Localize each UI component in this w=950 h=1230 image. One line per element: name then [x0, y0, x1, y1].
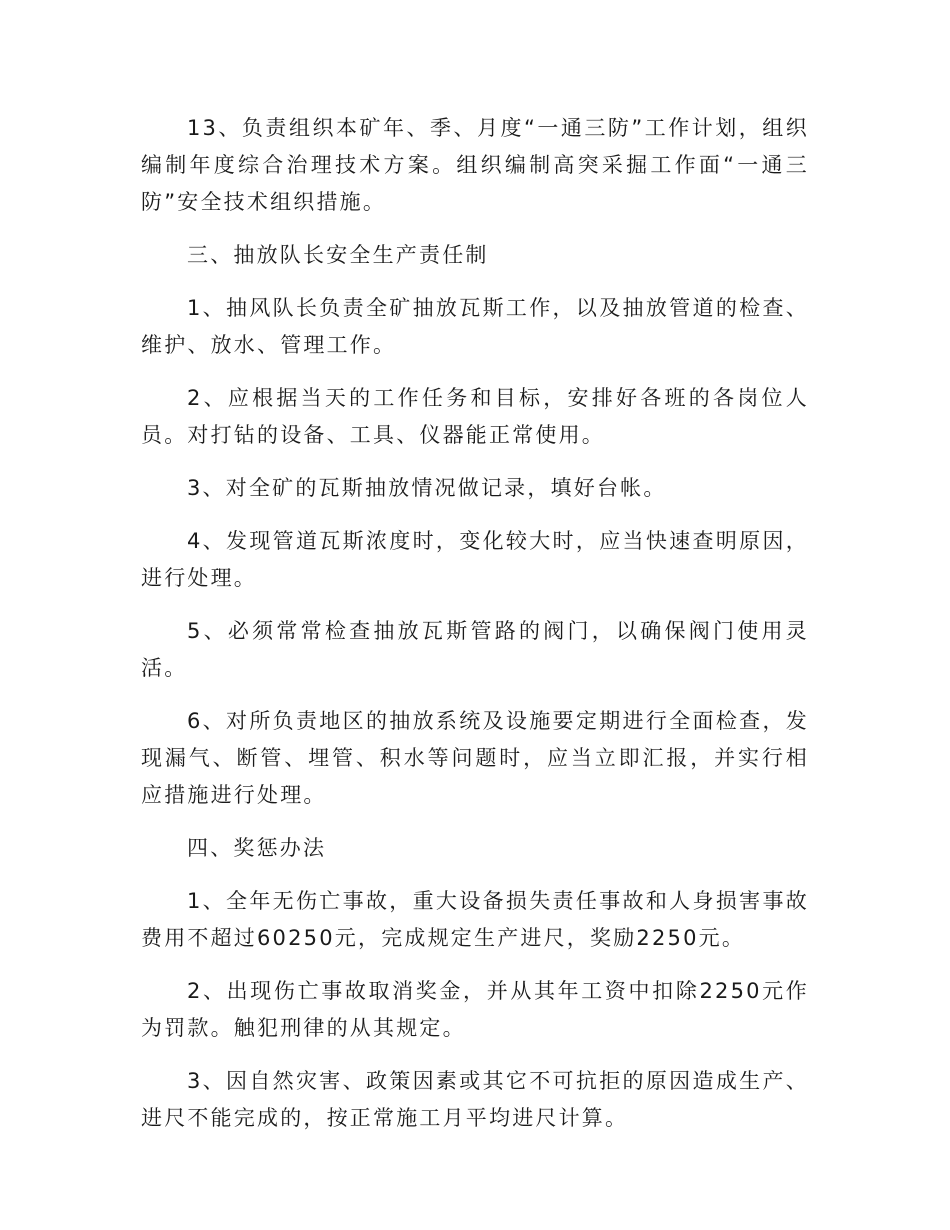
paragraph-duty-1: 1、抽风队长负责全矿抽放瓦斯工作，以及抽放管道的检查、维护、放水、管理工作。: [141, 296, 809, 357]
paragraph-reward-1: 1、全年无伤亡事故，重大设备损失责任事故和人身损害事故费用不超过60250元，完成规定生产进尺，奖励2250元。: [141, 889, 809, 950]
section-heading-4: 四、奖惩办法: [187, 836, 327, 860]
paragraph-duty-3: 3、对全矿的瓦斯抽放情况做记录，填好台帐。: [187, 476, 667, 500]
paragraph-duty-5: 5、必须常常检查抽放瓦斯管路的阀门，以确保阀门使用灵活。: [141, 619, 809, 680]
paragraph-duty-2: 2、应根据当天的工作任务和目标，安排好各班的各岗位人员。对打钻的设备、工具、仪器能正常使用。: [141, 386, 809, 447]
paragraph-duty-6: 6、对所负责地区的抽放系统及设施要定期进行全面检查，发现漏气、断管、埋管、积水等问题时，应当立即汇报，并实行相应措施进行处理。: [141, 709, 809, 807]
document-body: [141, 110, 809, 1153]
paragraph-item-13: 13、负责组织本矿年、季、月度“一通三防”工作计划，组织编制年度综合治理技术方案。组织编制高突采掘工作面“一通三防”安全技术组织措施。: [141, 116, 809, 214]
paragraph-reward-3: 3、因自然灾害、政策因素或其它不可抗拒的原因造成生产、进尺不能完成的，按正常施工月平均进尺计算。: [141, 1069, 809, 1130]
section-heading-3: 三、抽放队长安全生产责任制: [187, 243, 489, 267]
paragraph-reward-2: 2、出现伤亡事故取消奖金，并从其年工资中扣除2250元作为罚款。触犯刑律的从其规定。: [141, 979, 809, 1040]
paragraph-duty-4: 4、发现管道瓦斯浓度时，变化较大时，应当快速查明原因，进行处理。: [141, 529, 809, 590]
